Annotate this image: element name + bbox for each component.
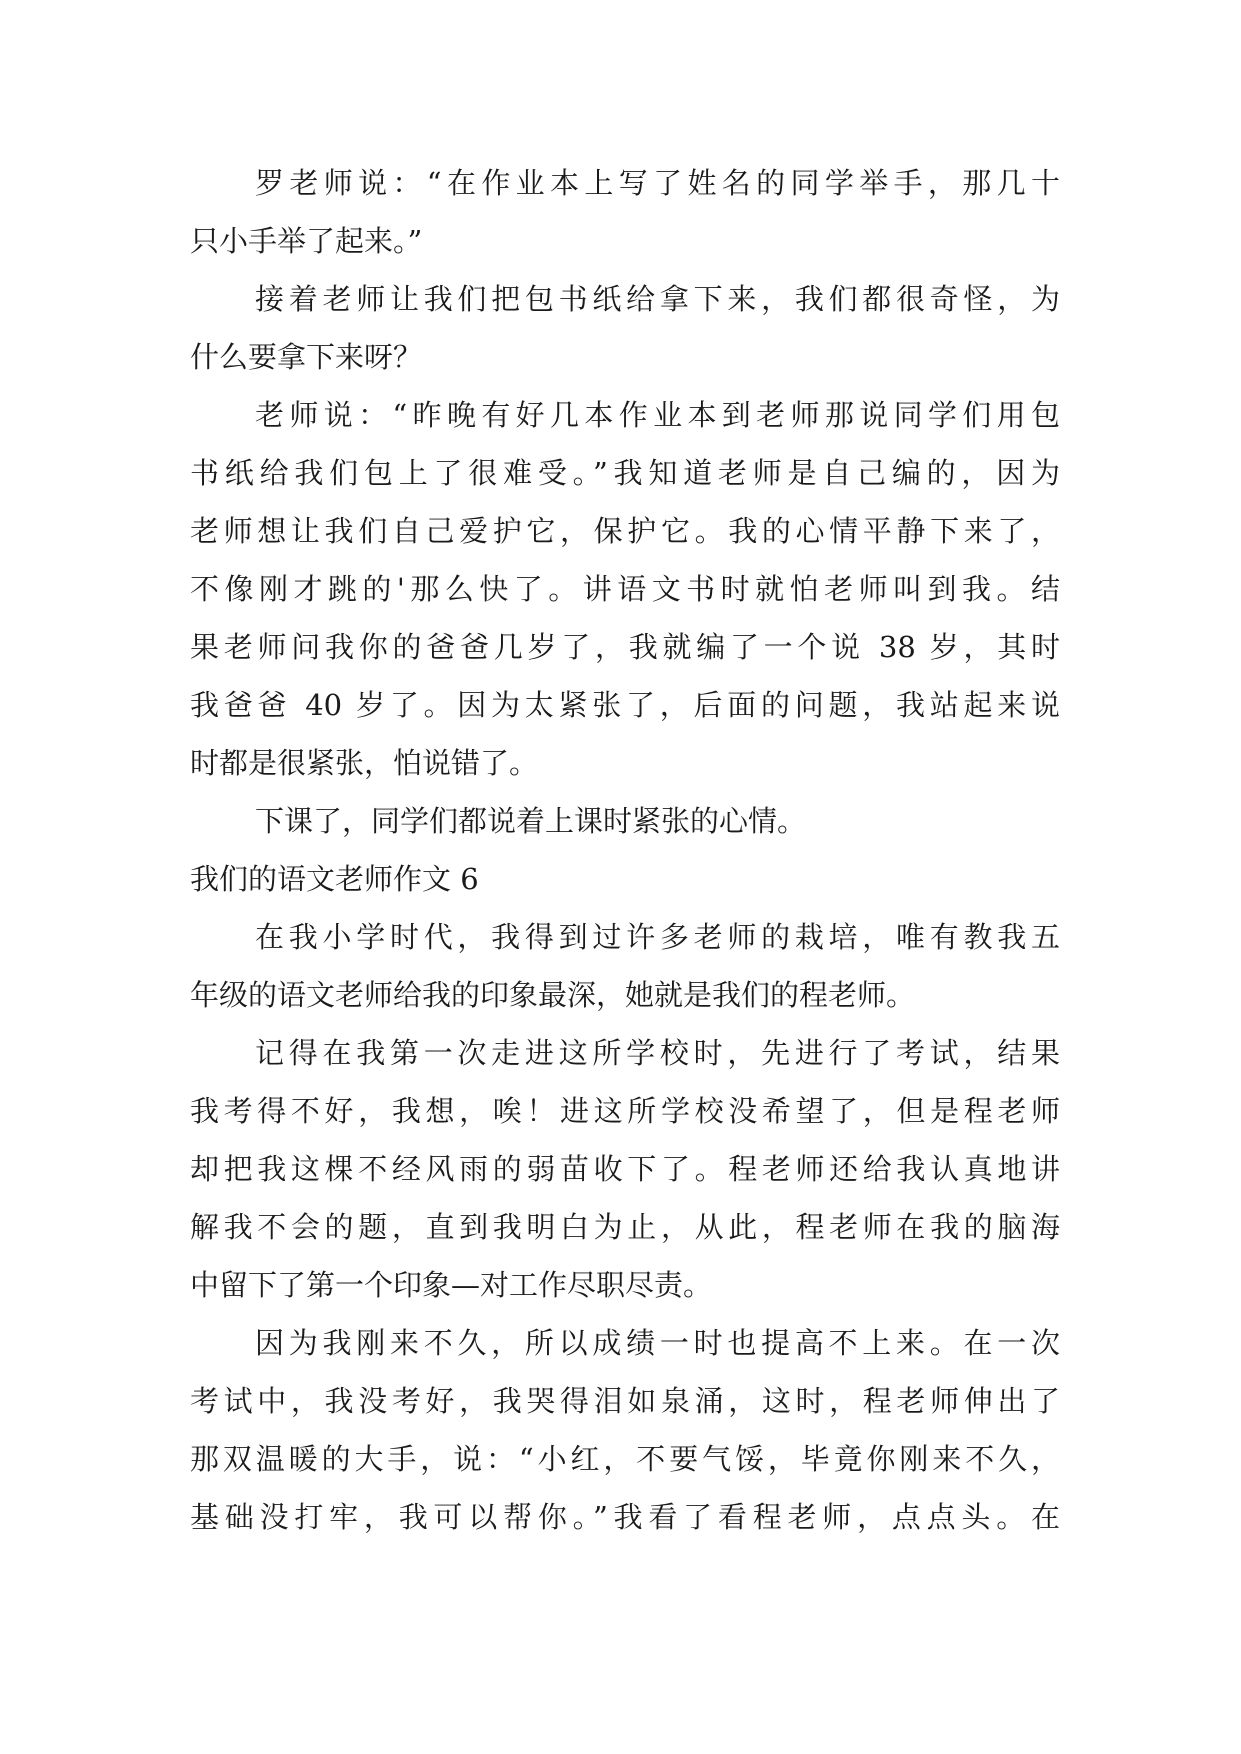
section-heading: 我们的语文老师作文 6 [190, 862, 479, 896]
paragraph-line: 考试中，我没考好，我哭得泪如泉涌，这时，程老师伸出了 [190, 1384, 1060, 1418]
paragraph-line: 不像刚才跳的'那么快了。讲语文书时就怕老师叫到我。结 [190, 572, 1060, 606]
paragraph-line: 果老师问我你的爸爸几岁了，我就编了一个说 38 岁，其时 [190, 630, 1060, 664]
paragraph-line: 我考得不好，我想，唉！进这所学校没希望了，但是程老师 [190, 1094, 1060, 1128]
paragraph-line: 却把我这棵不经风雨的弱苗收下了。程老师还给我认真地讲 [190, 1152, 1060, 1186]
paragraph-line: 因为我刚来不久，所以成绩一时也提高不上来。在一次 [255, 1326, 1060, 1360]
paragraph-line: 在我小学时代，我得到过许多老师的栽培，唯有教我五 [255, 920, 1060, 954]
paragraph-line: 下课了，同学们都说着上课时紧张的心情。 [255, 804, 807, 838]
paragraph-line: 解我不会的题，直到我明白为止，从此，程老师在我的脑海 [190, 1210, 1060, 1244]
paragraph-line: 中留下了第一个印象—对工作尽职尽责。 [190, 1268, 713, 1302]
paragraph-line: 什么要拿下来呀？ [190, 340, 423, 374]
paragraph-line: 我爸爸 40 岁了。因为太紧张了，后面的问题，我站起来说 [190, 688, 1060, 722]
paragraph-line: 罗老师说：“在作业本上写了姓名的同学举手，那几十 [255, 166, 1060, 200]
paragraph-line: 书纸给我们包上了很难受。”我知道老师是自己编的，因为 [190, 456, 1060, 490]
paragraph-line: 只小手举了起来。” [190, 224, 423, 258]
paragraph-line: 年级的语文老师给我的印象最深，她就是我们的程老师。 [190, 978, 916, 1012]
body-text [190, 154, 1060, 1546]
paragraph-line: 记得在我第一次走进这所学校时，先进行了考试，结果 [255, 1036, 1060, 1070]
paragraph-line: 基础没打牢，我可以帮你。”我看了看程老师，点点头。在 [190, 1500, 1060, 1534]
paragraph-line: 老师想让我们自己爱护它，保护它。我的心情平静下来了， [190, 514, 1060, 548]
paragraph-line: 时都是很紧张，怕说错了。 [190, 746, 539, 780]
paragraph-line: 接着老师让我们把包书纸给拿下来，我们都很奇怪，为 [255, 282, 1060, 316]
paragraph-line: 那双温暖的大手，说：“小红，不要气馁，毕竟你刚来不久， [190, 1442, 1060, 1476]
paragraph-line: 老师说：“昨晚有好几本作业本到老师那说同学们用包 [255, 398, 1060, 432]
